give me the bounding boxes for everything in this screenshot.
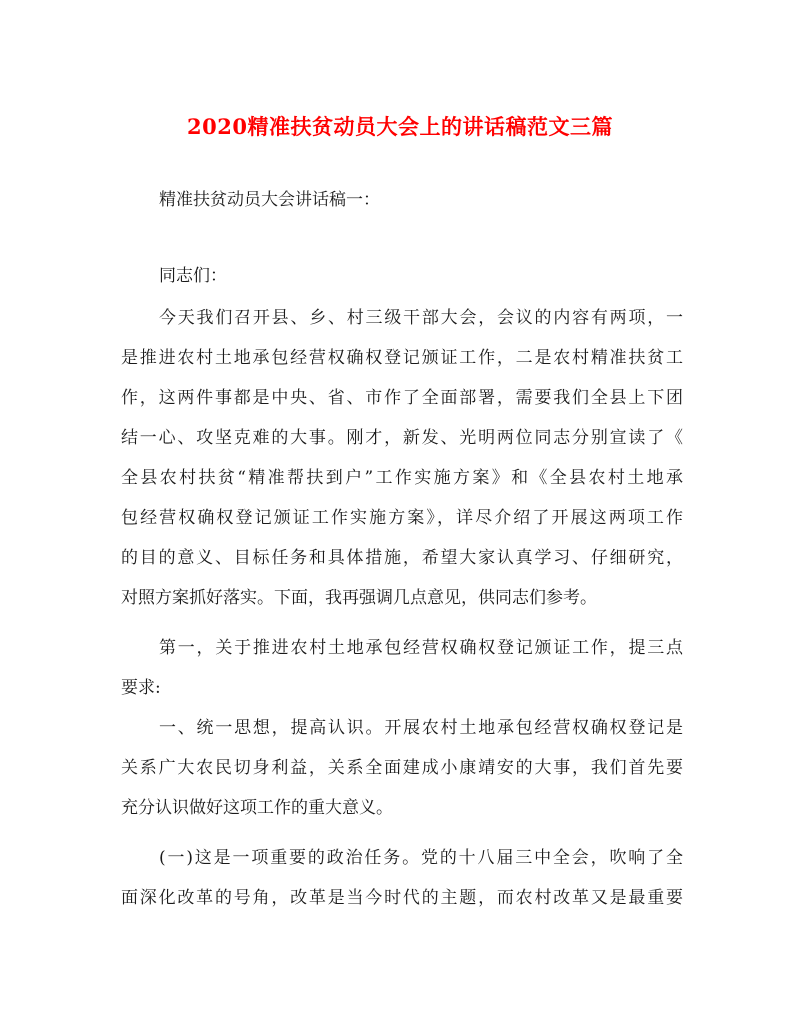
paragraph-line: 关系广大农民切身利益，关系全面建成小康靖安的大事，我们首先要 — [121, 758, 683, 778]
paragraph-line: 今天我们召开县、乡、村三级干部大会，会议的内容有两项，一 — [159, 308, 683, 328]
paragraph-line: 面深化改革的号角，改革是当今时代的主题，而农村改革又是最重要 — [121, 888, 683, 908]
paragraph-line: (一)这是一项重要的政治任务。党的十八届三中全会，吹响了全 — [159, 848, 683, 868]
paragraph-line: 要求: — [121, 678, 161, 698]
paragraph-line: 的目的意义、目标任务和具体措施，希望大家认真学习、仔细研究， — [121, 548, 683, 568]
paragraph-line: 充分认识做好这项工作的重大意义。 — [121, 798, 393, 818]
paragraph-line: 对照方案抓好落实。下面，我再强调几点意见，供同志们参考。 — [121, 588, 597, 608]
salutation: 同志们： — [159, 266, 227, 286]
paragraph-line: 结一心、攻坚克难的大事。刚才，新发、光明两位同志分别宣读了《 — [121, 428, 683, 448]
paragraph-line: 是推进农村土地承包经营权确权登记颁证工作，二是农村精准扶贫工 — [121, 348, 683, 368]
paragraph-line: 包经营权确权登记颁证工作实施方案》，详尽介绍了开展这两项工作 — [121, 508, 683, 528]
paragraph-line: 一、统一思想，提高认识。开展农村土地承包经营权确权登记是 — [159, 718, 683, 738]
paragraph-line: 全县农村扶贫“精准帮扶到户”工作实施方案》和《全县农村土地承 — [121, 468, 683, 488]
paragraph-line: 第一，关于推进农村土地承包经营权确权登记颁证工作，提三点 — [159, 638, 683, 658]
document-title: 2020精准扶贫动员大会上的讲话稿范文三篇 — [187, 114, 613, 139]
paragraph-line: 作，这两件事都是中央、省、市作了全面部署，需要我们全县上下团 — [121, 388, 683, 408]
document-subtitle: 精准扶贫动员大会讲话稿一： — [159, 190, 380, 210]
